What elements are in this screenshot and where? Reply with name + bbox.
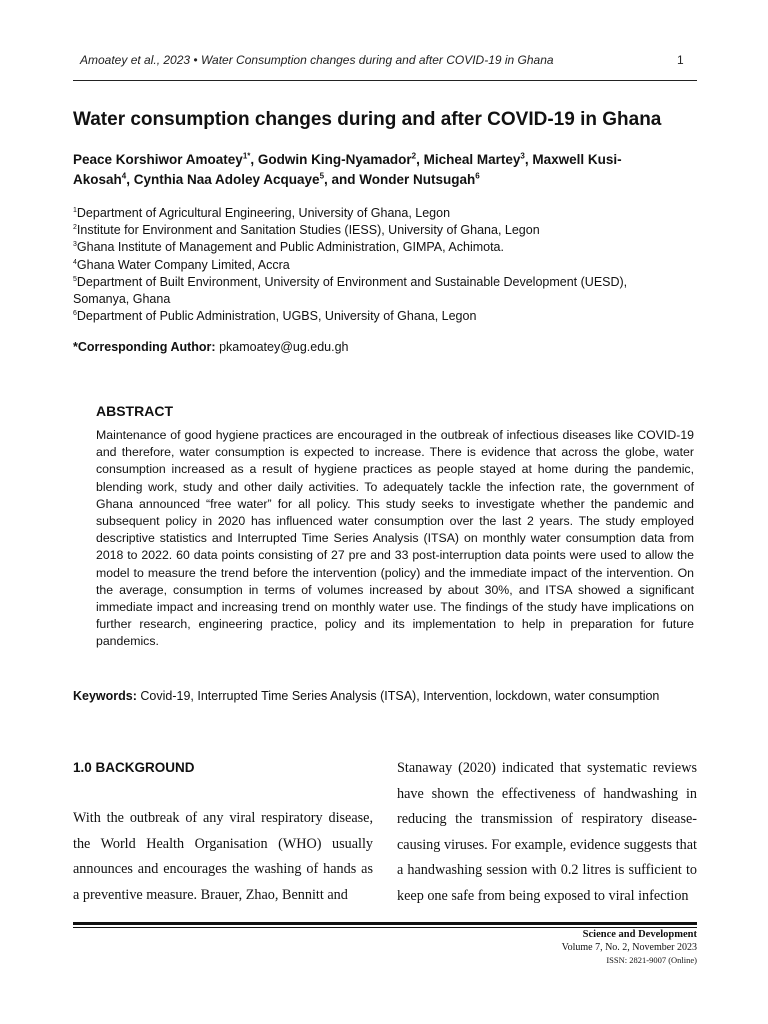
author-name: Peace Korshiwor Amoatey bbox=[73, 152, 243, 167]
author-affiliation-mark: 4 bbox=[121, 171, 127, 181]
affiliation-item bbox=[73, 274, 673, 308]
author-affiliation-mark: 5 bbox=[319, 171, 325, 181]
author-name: Micheal Martey bbox=[423, 152, 521, 167]
author-list bbox=[73, 150, 673, 190]
affiliation-item bbox=[73, 222, 673, 239]
paper-title: Water consumption changes during and after COVID-19 in Ghana bbox=[73, 109, 662, 130]
corresponding-author-email[interactable]: pkamoatey@ug.edu.gh bbox=[219, 340, 349, 354]
affiliation-item bbox=[73, 257, 673, 274]
affiliation-mark: 2 bbox=[73, 224, 77, 232]
affiliation-text: Department of Public Administration, UGBS, University of Ghana, Legon bbox=[76, 309, 477, 324]
author-separator: , bbox=[416, 152, 424, 167]
header-rule bbox=[73, 80, 697, 81]
affiliation-text: Department of Built Environment, University of Environment and Sustainable Development (UESD), Somanya, Ghana bbox=[73, 274, 628, 307]
author-affiliation-mark: 1* bbox=[242, 151, 251, 161]
footer-rule-thin bbox=[73, 927, 697, 928]
author-name: Wonder Nutsugah bbox=[359, 172, 476, 187]
author-separator: , and bbox=[324, 172, 360, 187]
affiliation-mark: 5 bbox=[73, 275, 77, 283]
running-header: Amoatey et al., 2023 • Water Consumption changes during and after COVID-19 in Ghana bbox=[80, 53, 554, 67]
affiliation-item bbox=[73, 205, 673, 222]
author-affiliation-mark: 2 bbox=[411, 151, 417, 161]
author-name: Maxwell Kusi-Akosah bbox=[73, 152, 622, 187]
section-heading: 1.0 BACKGROUND bbox=[73, 760, 195, 775]
journal-name: Science and Development bbox=[582, 929, 697, 940]
body-column-left: With the outbreak of any viral respiratory disease, the World Health Organisation (WHO) usually announces and encourages the washing of hands as a preventive measure. Brauer, Zhao, Bennitt and bbox=[73, 810, 373, 903]
affiliation-text: Ghana Water Company Limited, Accra bbox=[76, 257, 290, 272]
body-column-right: Stanaway (2020) indicated that systematic reviews have shown the effectiveness of handwashing in reducing the transmission of respiratory disease-causing viruses. For example, evidence suggests that a handwashing session with 0.2 litres is sufficient to keep one safe from being exposed to viral infection bbox=[397, 760, 697, 904]
author-separator: , bbox=[126, 172, 134, 187]
affiliation-mark: 4 bbox=[73, 258, 77, 266]
author-name: Cynthia Naa Adoley Acquaye bbox=[133, 172, 320, 187]
abstract-text: Maintenance of good hygiene practices are encouraged in the outbreak of infectious diseases like COVID-19 and therefore, water consumption is expected to increase. There is evidence that across the globe, water consumption increased as a result of hygiene practices as people stayed at home during the pandemic, blending work, study and other daily activities. To adequately tackle the infection rate, the government of Ghana announced “free water” for all policy. This study seeks to investigate whether the pandemic and subsequent policy in 2020 has influenced water consumption over the last 2 years. The study employed descriptive statistics and Interrupted Time Series Analysis (ITSA) on monthly water consumption data from 2018 to 2022. 60 data points consisting of 27 pre and 33 post-interruption data points were used to allow the model to measure the trend before the intervention (policy) and the immediate impact of the intervention. On the average, consumption in terms of volumes increased by about 30%, and ITSA showed a significant immediate impact and increasing trend on monthly water use. The findings of the study have implications on further research, engineering practice, policy and its implementation to help in preparation for future pandemics. bbox=[96, 428, 694, 649]
author-affiliation-mark: 6 bbox=[475, 171, 480, 181]
affiliation-item bbox=[73, 239, 673, 256]
keywords bbox=[73, 689, 659, 703]
affiliation-list bbox=[73, 205, 673, 325]
corresponding-author-label: *Corresponding Author: bbox=[73, 340, 216, 354]
corresponding-author bbox=[73, 340, 349, 354]
footer-rule bbox=[73, 922, 697, 925]
journal-issn: ISSN: 2821-9007 (Online) bbox=[606, 955, 697, 965]
author-affiliation-mark: 3 bbox=[520, 151, 525, 161]
keywords-text: Covid-19, Interrupted Time Series Analysis (ITSA), Intervention, lockdown, water consumption bbox=[140, 689, 660, 703]
author-separator: , bbox=[524, 152, 533, 167]
affiliation-text: Department of Agricultural Engineering, University of Ghana, Legon bbox=[76, 206, 451, 220]
affiliation-mark: 3 bbox=[73, 241, 77, 249]
affiliation-text: Ghana Institute of Management and Public Administration, GIMPA, Achimota. bbox=[76, 240, 504, 255]
keywords-label: Keywords: bbox=[73, 689, 137, 703]
author-name: Godwin King-Nyamador bbox=[257, 152, 412, 167]
abstract-heading: ABSTRACT bbox=[96, 403, 173, 419]
author-separator: , bbox=[250, 152, 258, 167]
page-number: 1 bbox=[677, 53, 684, 67]
affiliation-item bbox=[73, 308, 673, 325]
affiliation-text: Institute for Environment and Sanitation Studies (IESS), University of Ghana, Legon bbox=[76, 223, 540, 238]
affiliation-mark: 1 bbox=[73, 206, 77, 214]
affiliation-mark: 6 bbox=[73, 310, 77, 318]
journal-volume: Volume 7, No. 2, November 2023 bbox=[561, 942, 697, 953]
